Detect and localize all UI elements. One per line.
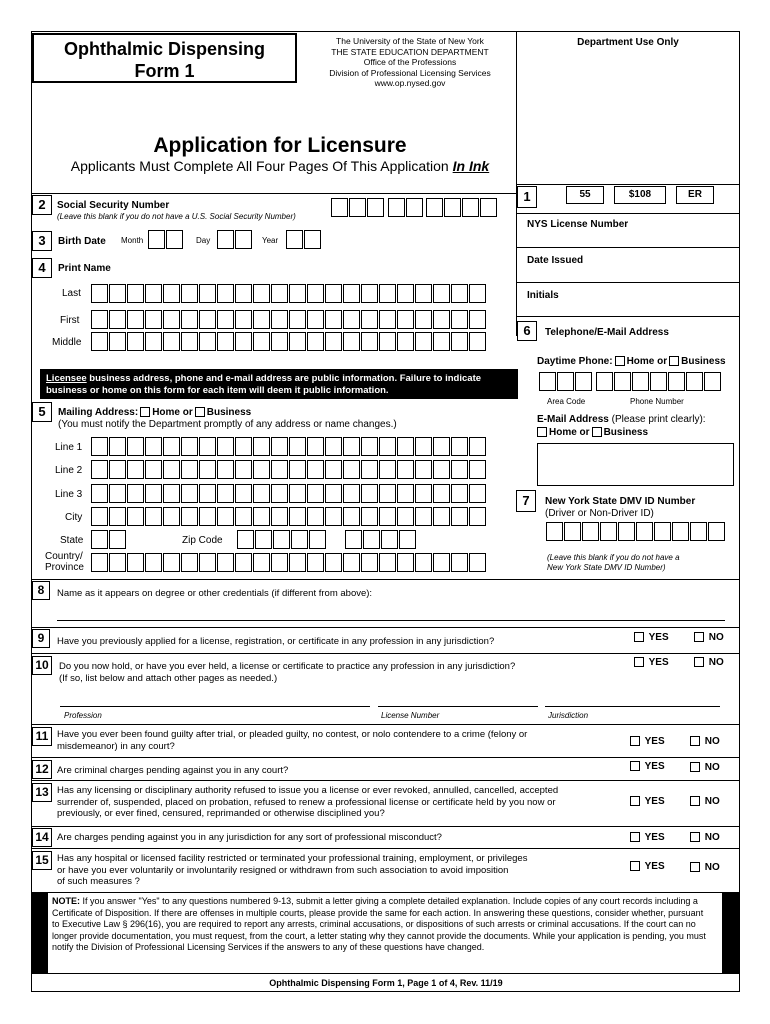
- license-number-caption: License Number: [381, 711, 440, 720]
- phone-home-checkbox[interactable]: [615, 356, 625, 366]
- section-5-number: 5: [32, 402, 52, 422]
- issuer-division: Division of Professional Licensing Services: [329, 67, 491, 78]
- ssn-label: Social Security Number: [57, 200, 170, 211]
- q12-no-checkbox[interactable]: [690, 762, 700, 772]
- q15-no[interactable]: [688, 862, 720, 873]
- line1-label: Line 1: [55, 442, 83, 453]
- question-15-number: 15: [32, 851, 52, 870]
- q10-yes-checkbox[interactable]: [634, 657, 644, 667]
- line2-boxes[interactable]: [91, 460, 487, 479]
- question-14-text: Are charges pending against you in any jurisdiction for any sort of professional misconduct?: [57, 832, 442, 843]
- q15-no-checkbox[interactable]: [690, 862, 700, 872]
- business-text: Business: [603, 427, 649, 438]
- note-left-bar: [32, 893, 48, 973]
- q10-line2: (If so, list below and attach other pages as needed.): [59, 672, 278, 684]
- issuer-block: [300, 36, 520, 89]
- q11-no-checkbox[interactable]: [690, 736, 700, 746]
- q11-no[interactable]: [688, 736, 720, 747]
- yes-label: YES: [644, 796, 665, 807]
- daytime-text: Daytime Phone:: [537, 356, 613, 367]
- q12-yes-checkbox[interactable]: [630, 761, 640, 771]
- dept-code-3: ER: [676, 186, 714, 204]
- email-business-checkbox[interactable]: [592, 427, 602, 437]
- q9-no[interactable]: [692, 632, 724, 643]
- form-title: Ophthalmic Dispensing: [63, 39, 266, 59]
- q15-line1: Has any hospital or licensed facility restricted or terminated your professional training, employment, or privileges: [57, 853, 528, 864]
- divider: [32, 973, 740, 974]
- divider: [32, 579, 740, 580]
- q11-line1: Have you ever been found guilty after trial, or pleaded guilty, no contest, or nolo contendere to a crime (felony or: [57, 729, 528, 740]
- email-label: [537, 414, 706, 425]
- q15-yes-checkbox[interactable]: [630, 861, 640, 871]
- line3-boxes[interactable]: [91, 484, 487, 503]
- divider: [32, 780, 740, 781]
- address-home-checkbox[interactable]: [140, 407, 150, 417]
- notice-lead: Licensee: [46, 373, 87, 384]
- divider: [32, 757, 740, 758]
- page-footer: Ophthalmic Dispensing Form 1, Page 1 of 4, Rev. 11/19: [269, 978, 503, 988]
- divider: [32, 627, 740, 628]
- q10-yes[interactable]: [632, 657, 669, 668]
- print-name-label: Print Name: [58, 263, 111, 274]
- section-1-number: 1: [517, 186, 537, 208]
- daytime-phone-label: [537, 356, 726, 367]
- divider: [516, 316, 740, 317]
- issuer-department: THE STATE EDUCATION DEPARTMENT: [331, 46, 489, 57]
- home-text: Home or: [152, 407, 193, 418]
- line2-label: Line 2: [55, 465, 83, 476]
- divider: [32, 653, 740, 654]
- q13-no[interactable]: [688, 796, 720, 807]
- notice-text: business address, phone and e-mail address are public information. Failure to indicate business or home on this form for each item will deem it public information.: [46, 373, 482, 396]
- section-6-number: 6: [517, 321, 537, 341]
- no-label: NO: [708, 657, 724, 668]
- no-label: NO: [704, 832, 720, 843]
- yes-label: YES: [644, 832, 665, 843]
- subtitle-emphasis: In Ink: [452, 158, 490, 174]
- day-boxes[interactable]: [217, 230, 253, 249]
- home-text: Home or: [626, 356, 668, 367]
- area-code-caption: Area Code: [547, 397, 586, 406]
- initials-label: Initials: [527, 290, 559, 301]
- jurisdiction-caption: Jurisdiction: [548, 711, 589, 720]
- note-right-bar: [722, 893, 740, 973]
- dmv-id-label: New York State DMV ID Number: [545, 496, 696, 507]
- email-text: E-Mail Address: [537, 414, 609, 425]
- question-11-text: [57, 729, 527, 752]
- section-4-number: 4: [32, 258, 52, 278]
- country-label: Country/: [45, 551, 83, 562]
- department-use-title: Department Use Only: [577, 37, 679, 48]
- province-label: Province: [45, 562, 84, 573]
- dmv-id-boxes[interactable]: [546, 522, 726, 541]
- no-label: NO: [704, 736, 720, 747]
- section-3-number: 3: [32, 231, 52, 251]
- license-number-line[interactable]: [378, 706, 538, 707]
- state-boxes[interactable]: [91, 530, 127, 549]
- divider: [516, 213, 740, 214]
- question-12-text: Are criminal charges pending against you in any court?: [57, 765, 289, 776]
- email-input[interactable]: [537, 443, 734, 486]
- business-text: Business: [206, 407, 252, 418]
- q15-yes[interactable]: [628, 861, 665, 872]
- q14-yes-checkbox[interactable]: [630, 832, 640, 842]
- zip-plus4-boxes[interactable]: [345, 530, 417, 549]
- dept-code-1: 55: [566, 186, 604, 204]
- q10-no[interactable]: [692, 657, 724, 668]
- business-text: Business: [681, 356, 726, 367]
- q15-line3: of such measures ?: [57, 876, 140, 887]
- no-label: NO: [704, 862, 720, 873]
- section-2-number: 2: [32, 195, 52, 215]
- q10-no-checkbox[interactable]: [694, 657, 704, 667]
- line3-label: Line 3: [55, 489, 83, 500]
- q13-line1: Has any licensing or disciplinary authority refused to issue you a license or ever revoked, annulled, cancelled, accepted: [57, 785, 559, 796]
- yes-label: YES: [644, 761, 665, 772]
- zip-boxes[interactable]: [237, 530, 327, 549]
- nys-license-label: NYS License Number: [527, 219, 629, 230]
- dmv-hint-line2: New York State DMV ID Number): [547, 563, 666, 572]
- phone-number-caption: Phone Number: [630, 397, 684, 406]
- divider: [516, 184, 517, 336]
- year-label: Year: [262, 236, 279, 245]
- question-9-text: Have you previously applied for a license, registration, or certificate in any profession in any jurisdiction?: [57, 636, 495, 647]
- question-13-text: [57, 785, 558, 820]
- q15-line2: or have you ever voluntarily or involuntarily resigned or withdrawn from such association to avoid imposition: [57, 864, 509, 876]
- application-title: Application for Licensure: [153, 134, 407, 157]
- issuer-website: www.op.nysed.gov: [374, 78, 446, 88]
- department-use-area: [516, 32, 740, 184]
- q14-no[interactable]: [688, 832, 720, 843]
- yes-label: YES: [644, 861, 665, 872]
- phone-number-boxes[interactable]: [596, 372, 722, 391]
- line1-boxes[interactable]: [91, 437, 487, 456]
- question-13-number: 13: [32, 783, 52, 802]
- q12-yes[interactable]: [628, 761, 665, 772]
- yes-label: YES: [644, 736, 665, 747]
- q9-no-checkbox[interactable]: [694, 632, 704, 642]
- day-label: Day: [196, 236, 211, 245]
- q13-no-checkbox[interactable]: [690, 796, 700, 806]
- question-9-number: 9: [32, 629, 50, 648]
- middle-name-label: Middle: [52, 337, 82, 348]
- last-name-label: Last: [62, 288, 81, 299]
- month-boxes[interactable]: [148, 230, 184, 249]
- q13-yes-checkbox[interactable]: [630, 796, 640, 806]
- birth-date-label: Birth Date: [58, 236, 106, 247]
- question-10-text: [59, 661, 515, 684]
- q9-yes-checkbox[interactable]: [634, 632, 644, 642]
- address-hint: (You must notify the Department promptly of any address or name changes.): [58, 419, 397, 430]
- area-code-boxes[interactable]: [539, 372, 593, 391]
- divider: [32, 848, 740, 849]
- ssn-group-boxes[interactable]: [388, 198, 424, 217]
- question-10-number: 10: [32, 656, 52, 675]
- jurisdiction-line[interactable]: [545, 706, 720, 707]
- q13-line3: previously, or ever fined, censured, reprimanded or otherwise disciplined you?: [57, 808, 385, 819]
- no-label: NO: [704, 796, 720, 807]
- divider: [516, 184, 740, 185]
- dmv-id-sublabel: (Driver or Non-Driver ID): [545, 508, 654, 519]
- credential-name-line[interactable]: [57, 620, 725, 621]
- no-label: NO: [704, 762, 720, 773]
- question-15-text: [57, 853, 527, 888]
- month-label: Month: [121, 236, 144, 245]
- divider: [516, 282, 740, 283]
- mailing-address-label: [58, 407, 251, 418]
- last-name-boxes[interactable]: [91, 284, 487, 303]
- subtitle-text: Applicants Must Complete All Four Pages Of This Application: [70, 158, 453, 174]
- first-name-label: First: [60, 315, 80, 326]
- note-paragraph: [52, 896, 710, 954]
- email-type: [535, 427, 648, 438]
- q9-yes[interactable]: [632, 632, 669, 643]
- q13-line2: surrender of, suspended, placed on probation, refused to renew a professional license or certificate held by you now or: [57, 796, 556, 808]
- q12-no[interactable]: [688, 762, 720, 773]
- q11-line2: misdemeanor) in any court?: [57, 740, 175, 752]
- date-issued-label: Date Issued: [527, 255, 584, 266]
- application-subtitle: [40, 158, 520, 174]
- ssn-area-boxes[interactable]: [331, 198, 385, 217]
- profession-caption: Profession: [64, 711, 102, 720]
- q14-yes[interactable]: [628, 832, 665, 843]
- issuer-office: Office of the Professions: [363, 57, 457, 67]
- city-boxes[interactable]: [91, 507, 487, 526]
- question-14-number: 14: [32, 828, 52, 847]
- profession-line[interactable]: [60, 706, 370, 707]
- credential-name-question: Name as it appears on degree or other credentials (if different from above):: [57, 588, 373, 599]
- issuer-university: The University of the State of New York: [336, 36, 484, 46]
- mailing-text: Mailing Address:: [58, 407, 139, 418]
- ssn-serial-boxes[interactable]: [426, 198, 498, 217]
- yes-label: YES: [648, 632, 669, 643]
- zip-label: Zip Code: [182, 535, 223, 546]
- form-number: Form 1: [134, 61, 195, 81]
- email-hint: (Please print clearly):: [608, 414, 706, 425]
- form-title-box: [32, 33, 297, 83]
- divider: [32, 193, 516, 194]
- q13-yes[interactable]: [628, 796, 665, 807]
- public-info-notice: [40, 369, 518, 399]
- divider: [32, 724, 740, 725]
- state-label: State: [60, 535, 84, 546]
- telephone-email-label: Telephone/E-Mail Address: [545, 327, 669, 338]
- divider: [516, 247, 740, 248]
- address-business-checkbox[interactable]: [195, 407, 205, 417]
- q11-yes[interactable]: [628, 736, 665, 747]
- q10-line1: Do you now hold, or have you ever held, a license or certificate to practice any profession in any jurisdiction?: [59, 661, 516, 672]
- email-home-checkbox[interactable]: [537, 427, 547, 437]
- no-label: NO: [708, 632, 724, 643]
- note-text: If you answer "Yes" to any questions numbered 9-13, submit a letter giving a complete detailed explanation. Include copies of any court records including a Certificate of Disposition. If there are offenses in multiple courts, please provide the same for each action. In answering these questions, consider whether, pursuant to Executive Law § 296(16), you are required to report any arrests, criminal accusations, or dispositions of such arrests or criminal accusations. If the court can no longer provide documentation, you must request, from the court, a letter stating why they cannot provide the documents. While your application is pending, you must notify the Division of Professional Licensing Services if the answers to any of these questions have changed.: [52, 896, 706, 952]
- section-7-number: 7: [516, 490, 536, 512]
- question-12-number: 12: [32, 760, 52, 779]
- yes-label: YES: [648, 657, 669, 668]
- note-lead: NOTE:: [52, 896, 80, 906]
- divider: [32, 826, 740, 827]
- ssn-hint: (Leave this blank if you do not have a U.S. Social Security Number): [57, 212, 296, 221]
- q11-yes-checkbox[interactable]: [630, 736, 640, 746]
- home-text: Home or: [549, 427, 590, 438]
- first-name-boxes[interactable]: [91, 310, 487, 329]
- divider: [32, 892, 740, 893]
- middle-name-boxes[interactable]: [91, 332, 487, 351]
- dept-code-2: $108: [614, 186, 666, 204]
- dmv-hint-line1: (Leave this blank if you do not have a: [547, 553, 680, 562]
- question-11-number: 11: [32, 727, 52, 746]
- q14-no-checkbox[interactable]: [690, 832, 700, 842]
- country-boxes[interactable]: [91, 553, 487, 572]
- city-label: City: [65, 512, 83, 523]
- section-8-number: 8: [32, 581, 50, 600]
- phone-business-checkbox[interactable]: [669, 356, 679, 366]
- year-boxes[interactable]: [286, 230, 322, 249]
